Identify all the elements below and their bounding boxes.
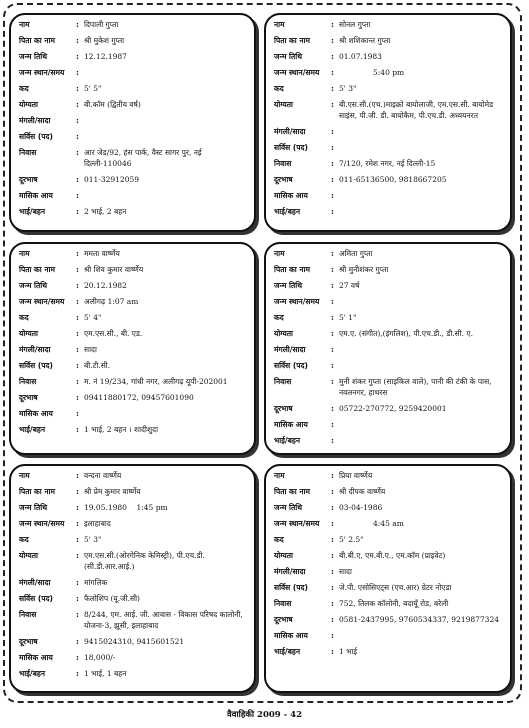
colon: : — [76, 131, 79, 141]
qualification-label: योग्यता — [274, 551, 293, 560]
birth-place-time-value: अलीगढ़ 1:07 am — [84, 297, 139, 306]
colon: : — [76, 67, 79, 77]
colon: : — [331, 190, 334, 200]
dob-label: जन्म तिथि — [274, 503, 302, 512]
dob-row — [19, 502, 248, 513]
phone-label: दूरभाष — [274, 404, 293, 413]
dob-row — [274, 502, 504, 513]
height-label: कद — [274, 535, 284, 544]
phone-row — [274, 174, 504, 185]
colon: : — [76, 424, 79, 434]
name-label: नाम — [274, 471, 285, 480]
siblings-row — [19, 424, 248, 435]
dob-row — [19, 51, 248, 62]
profile-card — [9, 464, 256, 693]
name-row — [274, 470, 504, 481]
manglik-row — [274, 566, 504, 577]
name-value: वन्दना वार्ष्णेय — [84, 471, 122, 480]
colon: : — [76, 264, 79, 274]
father-value: श्री प्रेम कुमार वार्ष्णेय — [84, 487, 141, 496]
colon: : — [331, 19, 334, 29]
siblings-label: भाई/बहन — [19, 669, 46, 678]
phone-row — [19, 174, 248, 185]
phone-value: 011-65136500, 9818667205 — [339, 175, 447, 184]
profile-card — [9, 13, 256, 232]
father-label: पिता का नाम — [274, 265, 310, 274]
colon: : — [331, 35, 334, 45]
manglik-row — [19, 344, 248, 355]
dob-label: जन्म तिथि — [274, 281, 302, 290]
birth-place-time-value: इलाहाबाद — [84, 519, 111, 528]
residence-label: निवास — [19, 148, 37, 157]
colon: : — [331, 83, 334, 93]
income-label: मासिक आय — [274, 191, 308, 200]
residence-row — [19, 609, 248, 631]
dob-label: जन्म तिथि — [19, 503, 47, 512]
manglik-value: सादा — [339, 567, 352, 576]
birth-place-time-row — [19, 296, 248, 307]
colon: : — [331, 174, 334, 184]
name-row — [19, 248, 248, 259]
service-label: सर्विस (पद) — [19, 132, 53, 141]
colon: : — [331, 646, 334, 656]
qualification-label: योग्यता — [274, 329, 293, 338]
colon: : — [331, 126, 334, 136]
income-row — [274, 190, 504, 201]
profile-card — [9, 242, 256, 455]
profile-card — [264, 464, 512, 693]
qualification-value: एम.एस.सी.(ओरगेनिक केमिस्ट्री), पी.एच.डी. (सी.डी.आर.आई.) — [84, 551, 205, 571]
colon: : — [76, 328, 79, 338]
colon: : — [331, 470, 334, 480]
phone-row — [274, 403, 504, 414]
height-row — [19, 534, 248, 545]
colon: : — [331, 614, 334, 624]
name-value: प्रिया वार्ष्णेय — [339, 471, 373, 480]
siblings-label: भाई/बहन — [274, 207, 301, 216]
father-label: पिता का नाम — [19, 36, 55, 45]
service-row — [274, 142, 504, 153]
income-label: मासिक आय — [19, 191, 53, 200]
service-value: बी.टी.सी. — [84, 361, 111, 370]
phone-value: 011-32912059 — [84, 175, 140, 184]
manglik-label: मंगली/सादा — [274, 567, 306, 576]
height-value: 5' 3" — [339, 84, 357, 93]
income-row — [19, 652, 248, 663]
birth-place-time-value: 4:45 am — [373, 519, 404, 528]
height-row — [19, 83, 248, 94]
siblings-label: भाई/बहन — [274, 647, 301, 656]
residence-label: निवास — [274, 377, 292, 386]
service-row — [19, 131, 248, 142]
father-value: श्री मुकेश गुप्ता — [84, 36, 125, 45]
income-row — [19, 408, 248, 419]
birth-place-time-label: जन्म स्थान/समय — [274, 68, 320, 77]
colon: : — [331, 630, 334, 640]
dob-value: 12.12.1987 — [84, 52, 127, 61]
colon: : — [331, 296, 334, 306]
residence-row — [19, 376, 248, 387]
name-value: ममता वार्ष्णेय — [84, 249, 120, 258]
manglik-label: मंगली/सादा — [274, 127, 306, 136]
height-value: 5' 1" — [339, 313, 357, 322]
height-label: कद — [274, 313, 284, 322]
qualification-label: योग्यता — [274, 100, 293, 109]
father-row — [274, 35, 504, 46]
colon: : — [331, 158, 334, 168]
colon: : — [331, 312, 334, 322]
father-label: पिता का नाम — [19, 265, 55, 274]
name-label: नाम — [19, 20, 30, 29]
residence-row — [274, 376, 504, 398]
siblings-row — [19, 668, 248, 679]
residence-row — [274, 158, 504, 169]
siblings-row — [274, 646, 504, 657]
siblings-row — [274, 206, 504, 217]
income-label: मासिक आय — [274, 420, 308, 429]
colon: : — [331, 206, 334, 216]
income-row — [19, 190, 248, 201]
colon: : — [331, 344, 334, 354]
dob-label: जन्म तिथि — [19, 52, 47, 61]
manglik-row — [274, 344, 504, 355]
siblings-row — [19, 206, 248, 217]
colon: : — [331, 598, 334, 608]
colon: : — [76, 392, 79, 402]
birth-place-time-row — [19, 67, 248, 78]
father-row — [19, 264, 248, 275]
dob-value: 27 वर्ष — [339, 281, 360, 290]
name-label: नाम — [19, 471, 30, 480]
residence-value: म. नं 19/234, गांधी नगर, अलीगढ़ यूपी-202001 — [84, 377, 228, 386]
height-label: कद — [19, 84, 29, 93]
name-value: सोनल गुप्ता — [339, 20, 371, 29]
dob-row — [274, 280, 504, 291]
name-row — [19, 19, 248, 30]
colon: : — [331, 248, 334, 258]
colon: : — [76, 344, 79, 354]
birth-place-time-label: जन्म स्थान/समय — [274, 297, 320, 306]
colon: : — [76, 280, 79, 290]
father-row — [19, 35, 248, 46]
colon: : — [76, 518, 79, 528]
colon: : — [76, 376, 79, 386]
colon: : — [76, 190, 79, 200]
phone-label: दूरभाष — [19, 393, 38, 402]
height-row — [274, 83, 504, 94]
colon: : — [331, 142, 334, 152]
dob-value: 01.07.1983 — [339, 52, 382, 61]
colon: : — [76, 35, 79, 45]
father-value: श्री शशिकान्त गुप्ता — [339, 36, 391, 45]
colon: : — [331, 99, 334, 109]
colon: : — [331, 502, 334, 512]
phone-row — [19, 636, 248, 647]
colon: : — [331, 264, 334, 274]
siblings-label: भाई/बहन — [19, 207, 46, 216]
siblings-value: 1 भाई, 1 बहन — [84, 669, 127, 678]
phone-value: 0581-2437995, 9760534337, 9219877324 — [339, 615, 499, 624]
name-row — [19, 470, 248, 481]
height-value: 5' 4" — [84, 313, 102, 322]
height-value: 5' 2.5" — [339, 535, 364, 544]
dob-value: 20.12.1982 — [84, 281, 127, 290]
dob-row — [19, 280, 248, 291]
colon: : — [331, 280, 334, 290]
income-value: 18,000/- — [84, 653, 116, 662]
colon: : — [76, 593, 79, 603]
birth-place-time-label: जन्म स्थान/समय — [19, 297, 65, 306]
colon: : — [331, 486, 334, 496]
qualification-value: बी.बी.ए, एम.बी.ए., एम.कॉम (प्राइवेट) — [339, 551, 446, 560]
siblings-label: भाई/बहन — [19, 425, 46, 434]
residence-label: निवास — [274, 159, 292, 168]
colon: : — [76, 248, 79, 258]
service-row — [19, 360, 248, 371]
qualification-value: बी.एस.सी.(एच.)माइक्रो बायोलाजी, एम.एस.सी. बायोमेड साइंस, पी.जी. डी. बायोकैम, पी.एच.डी. अध्ययनरत — [339, 100, 494, 120]
name-row — [274, 248, 504, 259]
colon: : — [76, 19, 79, 29]
siblings-value: 2 भाई, 2 बहन — [84, 207, 127, 216]
phone-label: दूरभाष — [19, 175, 38, 184]
dob-label: जन्म तिथि — [19, 281, 47, 290]
service-value: जे.पी. एसोसिएट्स (एच.आर) ग्रेटर नोएडा — [339, 583, 452, 592]
colon: : — [76, 147, 79, 157]
name-row — [274, 19, 504, 30]
father-label: पिता का नाम — [274, 487, 310, 496]
phone-label: दूरभाष — [274, 615, 293, 624]
colon: : — [331, 435, 334, 445]
birth-place-time-label: जन्म स्थान/समय — [19, 68, 65, 77]
colon: : — [331, 534, 334, 544]
service-row — [19, 593, 248, 604]
father-label: पिता का नाम — [19, 487, 55, 496]
colon: : — [331, 51, 334, 61]
service-row — [274, 582, 504, 593]
colon: : — [76, 534, 79, 544]
birth-place-time-row — [274, 67, 504, 78]
father-value: श्री शिव कुमार वार्ष्णेय — [84, 265, 144, 274]
residence-label: निवास — [19, 610, 37, 619]
qualification-value: एम.एस.सी., बी. एड. — [84, 329, 143, 338]
colon: : — [331, 67, 334, 77]
name-label: नाम — [19, 249, 30, 258]
birth-place-time-row — [274, 296, 504, 307]
phone-label: दूरभाष — [274, 175, 293, 184]
qualification-label: योग्यता — [19, 329, 38, 338]
colon: : — [76, 652, 79, 662]
height-row — [19, 312, 248, 323]
colon: : — [331, 328, 334, 338]
income-label: मासिक आय — [19, 653, 53, 662]
manglik-label: मंगली/सादा — [19, 116, 51, 125]
height-row — [274, 534, 504, 545]
colon: : — [76, 83, 79, 93]
father-row — [274, 264, 504, 275]
colon: : — [76, 502, 79, 512]
residence-row — [274, 598, 504, 609]
qualification-row — [274, 550, 504, 561]
service-label: सर्विस (पद) — [19, 594, 53, 603]
manglik-value: सादा — [84, 345, 97, 354]
colon: : — [76, 312, 79, 322]
manglik-row — [274, 126, 504, 137]
colon: : — [76, 470, 79, 480]
colon: : — [331, 376, 334, 386]
income-label: मासिक आय — [274, 631, 308, 640]
colon: : — [331, 566, 334, 576]
qualification-label: योग्यता — [19, 100, 38, 109]
phone-row — [19, 392, 248, 403]
profile-card — [264, 13, 512, 232]
height-row — [274, 312, 504, 323]
dob-row — [274, 51, 504, 62]
phone-label: दूरभाष — [19, 637, 38, 646]
colon: : — [331, 419, 334, 429]
service-label: सर्विस (पद) — [19, 361, 53, 370]
colon: : — [331, 360, 334, 370]
qualification-value: बी.कॉम (द्वितीय वर्ष) — [84, 100, 141, 109]
colon: : — [331, 403, 334, 413]
manglik-label: मंगली/सादा — [19, 578, 51, 587]
service-row — [274, 360, 504, 371]
profile-card — [264, 242, 512, 455]
phone-row — [274, 614, 504, 625]
height-value: 5' 3" — [84, 535, 102, 544]
residence-value: मुनी शंकर गुप्ता (साइकिल वाले), पानी की टंकी के पास, नवलनगर, हाथरस — [339, 377, 492, 397]
father-label: पिता का नाम — [274, 36, 310, 45]
colon: : — [76, 174, 79, 184]
father-row — [274, 486, 504, 497]
colon: : — [76, 609, 79, 619]
manglik-row — [19, 577, 248, 588]
birth-place-time-row — [274, 518, 504, 529]
colon: : — [76, 115, 79, 125]
dob-value: 19.05.1980 1:45 pm — [84, 503, 168, 512]
residence-label: निवास — [274, 599, 292, 608]
colon: : — [76, 51, 79, 61]
residence-value: 8/244, एम. आई. जी. आवास - विकास परिषद कालोनी, योजना-3, झूसी, इलाहाबाद — [84, 610, 243, 630]
phone-value: 09411880172, 09457601090 — [84, 393, 194, 402]
residence-label: निवास — [19, 377, 37, 386]
manglik-value: मांगलिक — [84, 578, 108, 587]
height-label: कद — [274, 84, 284, 93]
height-value: 5' 5" — [84, 84, 102, 93]
qualification-row — [274, 99, 504, 121]
income-row — [274, 630, 504, 641]
name-label: नाम — [274, 249, 285, 258]
manglik-label: मंगली/सादा — [274, 345, 306, 354]
colon: : — [76, 486, 79, 496]
father-row — [19, 486, 248, 497]
income-label: मासिक आय — [19, 409, 53, 418]
siblings-value: 1 भाई — [339, 647, 358, 656]
service-label: सर्विस (पद) — [274, 361, 308, 370]
phone-value: 9415024310, 9415601521 — [84, 637, 185, 646]
qualification-row — [19, 99, 248, 110]
name-label: नाम — [274, 20, 285, 29]
colon: : — [76, 550, 79, 560]
birth-place-time-label: जन्म स्थान/समय — [274, 519, 320, 528]
birth-place-time-label: जन्म स्थान/समय — [19, 519, 65, 528]
name-value: दिपाली गुप्ता — [84, 20, 119, 29]
qualification-row — [19, 328, 248, 339]
service-label: सर्विस (पद) — [274, 583, 308, 592]
income-row — [274, 419, 504, 430]
manglik-label: मंगली/सादा — [19, 345, 51, 354]
colon: : — [76, 296, 79, 306]
residence-value: आर जेड/92, हंस पार्क, वैस्ट सागर पुर, नई दिल्ली-110046 — [84, 148, 202, 168]
height-label: कद — [19, 313, 29, 322]
colon: : — [331, 550, 334, 560]
dob-value: 03-04-1986 — [339, 503, 383, 512]
colon: : — [331, 518, 334, 528]
colon: : — [76, 636, 79, 646]
siblings-label: भाई/बहन — [274, 436, 301, 445]
colon: : — [76, 206, 79, 216]
service-value: फैलोशिप (यू.जी.सी) — [84, 594, 140, 603]
phone-value: 05722-270772, 9259420001 — [339, 404, 447, 413]
siblings-row — [274, 435, 504, 446]
siblings-value: 1 भाई, 2 बहन । शादीशुदा — [84, 425, 159, 434]
colon: : — [76, 408, 79, 418]
residence-row — [19, 147, 248, 169]
service-label: सर्विस (पद) — [274, 143, 308, 152]
birth-place-time-row — [19, 518, 248, 529]
father-value: श्री दीपक वार्ष्णेय — [339, 487, 386, 496]
father-value: श्री मुनीशंकर गुप्ता — [339, 265, 389, 274]
qualification-value: एम.ए. (संगीत),(इंगलिश), पी.एच.डी., डी.सी. ए. — [339, 329, 473, 338]
qualification-row — [19, 550, 248, 572]
residence-value: 7/120, रमेश नगर, नई दिल्ली-15 — [339, 159, 436, 168]
colon: : — [76, 668, 79, 678]
colon: : — [76, 577, 79, 587]
height-label: कद — [19, 535, 29, 544]
dob-label: जन्म तिथि — [274, 52, 302, 61]
colon: : — [331, 582, 334, 592]
colon: : — [76, 99, 79, 109]
qualification-row — [274, 328, 504, 339]
name-value: अमिता गुप्ता — [339, 249, 373, 258]
birth-place-time-value: 5:40 pm — [373, 68, 405, 77]
residence-value: 752, तिलक कॉलोनी, बदायूँ रोड, बरेली — [339, 599, 449, 608]
qualification-label: योग्यता — [19, 551, 38, 560]
colon: : — [76, 360, 79, 370]
page-footer: वैवाहिकी 2009 - 42 — [227, 710, 302, 720]
manglik-row — [19, 115, 248, 126]
